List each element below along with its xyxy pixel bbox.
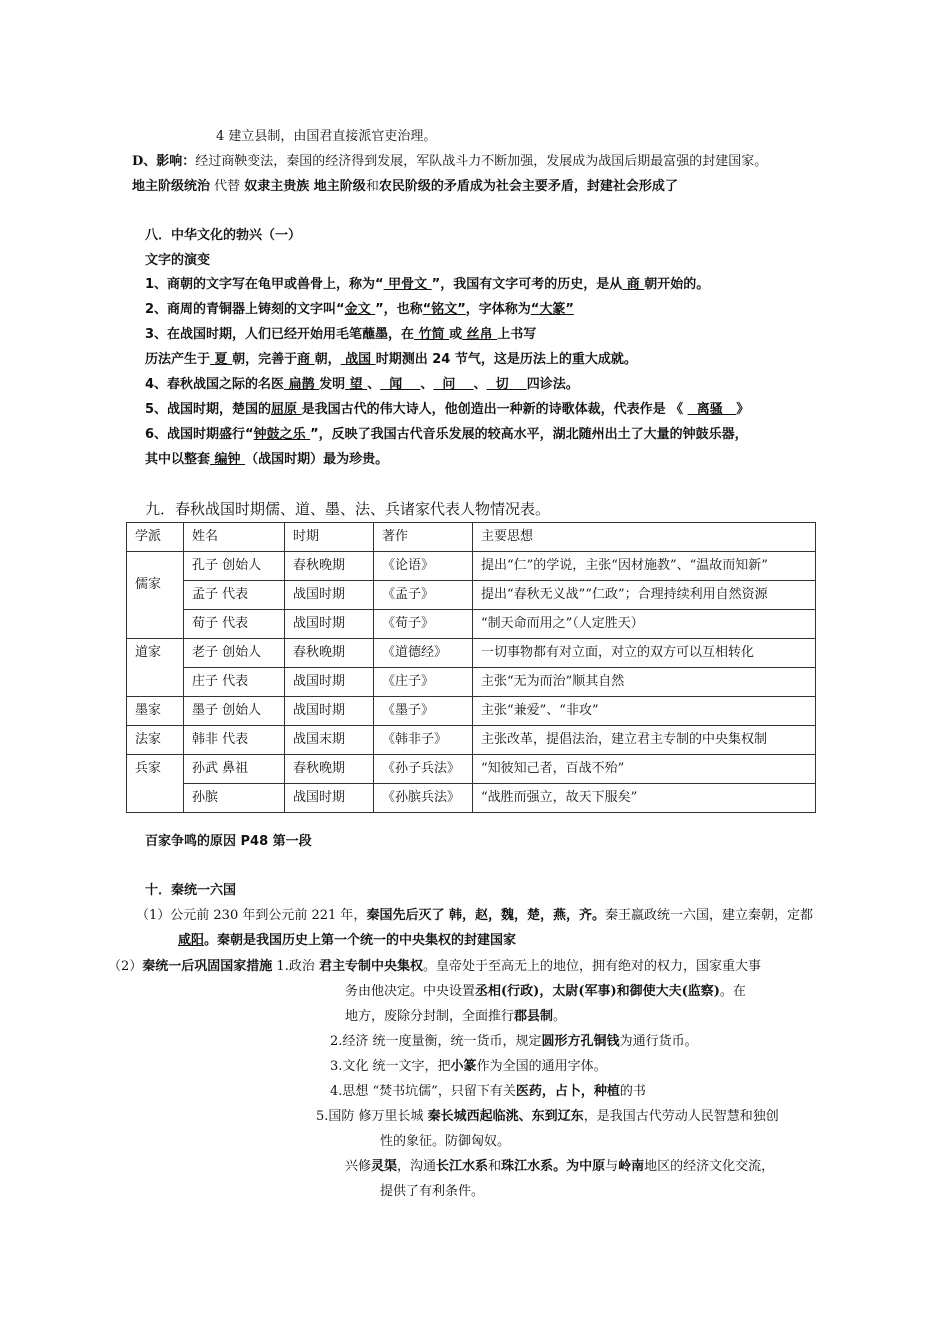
table-cell: 战国时期 — [285, 697, 374, 726]
table-cell: 《韩非子》 — [374, 726, 473, 755]
unification-point-1-cont — [178, 932, 516, 950]
text-part: 历法产生于 — [145, 352, 211, 367]
table-cell: 韩非 代表 — [184, 726, 285, 755]
measures-defense — [316, 1108, 779, 1126]
text-part: 四诊法。 — [526, 377, 579, 392]
text-part: ”，也称 — [375, 302, 423, 317]
table-cell: 一切事物都有对立面，对立的双方可以互相转化 — [473, 639, 816, 668]
text-part: 5、战国时期，楚国的 — [145, 402, 272, 417]
section-9-heading: 九．春秋战国时期儒、道、墨、法、兵诸家代表人物情况表。 — [145, 500, 551, 518]
text-part: ”，我国有文字可考的历史，是从 — [431, 277, 623, 292]
table-cell: 孙武 鼻祖 — [184, 755, 285, 784]
school-cell: 道家 — [127, 639, 184, 697]
text-part: ，是我国古代劳动人民智慧和独创 — [583, 1109, 779, 1124]
table-row — [127, 697, 816, 726]
table-cell: 主张“兼爱”、“非攻” — [473, 697, 816, 726]
answer-blank: “铭文” — [422, 302, 466, 317]
answer-blank: 钟鼓之乐 — [253, 427, 311, 442]
capital-name: 咸阳 — [178, 933, 205, 948]
text-part: 君主专制中央集权 — [318, 959, 423, 974]
table-cell: 《孙子兵法》 — [374, 755, 473, 784]
table-cell: 战国时期 — [285, 668, 374, 697]
table-cell: 《庄子》 — [374, 668, 473, 697]
text-part: 6、战国时期盛行“ — [145, 427, 254, 442]
schools-table — [126, 522, 816, 813]
text-part: 农民阶级的矛盾成为社会主要矛盾，封建社会形成了 — [378, 179, 678, 194]
table-row — [127, 755, 816, 784]
text-part: 、 — [420, 377, 434, 392]
table-cell: 庄子 代表 — [184, 668, 285, 697]
table-row — [127, 610, 816, 639]
school-cell: 法家 — [127, 726, 184, 755]
table-row — [127, 552, 816, 581]
text-part: 》 — [736, 402, 750, 417]
table-header-row — [127, 523, 816, 552]
text-part: 医药，占卜，种植 — [515, 1084, 620, 1099]
answer-blank: 问 — [433, 377, 474, 392]
answer-blank: 丝帛 — [462, 327, 498, 342]
question-6-cont — [145, 451, 388, 469]
text-part: 其中以整套 — [145, 452, 211, 467]
table-row — [127, 668, 816, 697]
question-2 — [145, 301, 574, 319]
measures-politics-cont-1 — [345, 983, 746, 1001]
text-part: 珠江水系 — [501, 1159, 554, 1174]
table-cell: 《道德经》 — [374, 639, 473, 668]
table-cell: 战国末期 — [285, 726, 374, 755]
table-cell: “制天命而用之”（人定胜天） — [473, 610, 816, 639]
unification-point-1 — [136, 907, 813, 925]
text-part: 兴修 — [345, 1159, 372, 1174]
measures-politics — [108, 958, 761, 976]
text-part: 秦国先后灭了 韩，赵，魏，楚，燕，齐。 — [366, 908, 605, 923]
school-cell: 兵家 — [127, 755, 184, 813]
text-part: 秦长城西起临洮、东到辽东 — [427, 1109, 584, 1124]
text-part: 。 — [553, 1009, 567, 1024]
table-cell: “知彼知己者，百战不殆” — [473, 755, 816, 784]
text-part: 圆形方孔铜钱 — [541, 1034, 620, 1049]
question-3 — [145, 326, 536, 344]
answer-blank: 商 — [622, 277, 645, 292]
impact-label: D、影响： — [132, 154, 196, 169]
header-cell: 姓名 — [184, 523, 285, 552]
text-part: 4、春秋战国之际的名医 — [145, 377, 285, 392]
text-part: 朝，完善于 — [232, 352, 298, 367]
table-cell: 《孙膑兵法》 — [374, 784, 473, 813]
text-part: 的书 — [619, 1084, 646, 1099]
text-part: ”，反映了我国古代音乐发展的较高水平，湖北随州出土了大量的钟鼓乐器， — [310, 427, 748, 442]
text-part: ，沟通 — [397, 1159, 437, 1174]
school-cell: 儒家 — [127, 552, 184, 639]
answer-blank: “大篆” — [530, 302, 574, 317]
section-10-heading: 十．秦统一六国 — [145, 883, 237, 898]
answer-blank: 商 — [297, 352, 315, 367]
header-cell: 时期 — [285, 523, 374, 552]
impact-text: 经过商鞅变法，秦国的经济得到发展，军队战斗力不断加强，发展成为战国后期最富强的封建国家。 — [195, 154, 768, 169]
answer-blank: 竹简 — [414, 327, 450, 342]
text-part: 长江水系 — [436, 1159, 489, 1174]
text-part: 4.思想 “焚书坑儒”，只留下有关 — [330, 1084, 516, 1099]
table-row — [127, 639, 816, 668]
text-part: 1、商朝的文字写在龟甲或兽骨上，称为“ — [145, 277, 384, 292]
text-part: （2） — [108, 959, 143, 974]
table-cell: 《孟子》 — [374, 581, 473, 610]
text-part: 朝， — [314, 352, 341, 367]
table-cell: 孟子 代表 — [184, 581, 285, 610]
text-part: （战国时期）最为珍贵。 — [245, 452, 389, 467]
text-part: 时期测出 24 节气，这是历法上的重大成就。 — [375, 352, 637, 367]
text-part: 1.政治 — [272, 959, 319, 974]
reform-item-4: 4 建立县制，由国君直接派官吏治理。 — [216, 129, 437, 144]
table-row — [127, 784, 816, 813]
answer-blank: 闻 — [380, 377, 421, 392]
measures-politics-cont-2 — [345, 1008, 566, 1026]
society-transition — [132, 178, 678, 196]
table-row — [127, 581, 816, 610]
text-part: 2.经济 统一度量衡，统一货币，规定 — [330, 1034, 542, 1049]
text-part: 上书写 — [497, 327, 537, 342]
lingqu-canal — [345, 1158, 774, 1176]
table-cell: 墨子 创始人 — [184, 697, 285, 726]
header-cell: 著作 — [374, 523, 473, 552]
text-part: 中原 — [579, 1159, 606, 1174]
question-calendar — [145, 351, 637, 369]
table-cell: 战国时期 — [285, 784, 374, 813]
measures-defense-cont: 性的象征。防御匈奴。 — [380, 1134, 511, 1149]
text-part: 或 — [449, 327, 463, 342]
lingqu-canal-cont: 提供了有利条件。 — [380, 1184, 485, 1199]
text-part: 地主阶级统治 — [132, 179, 211, 194]
table-cell: “战胜而强立，故天下服矣” — [473, 784, 816, 813]
text-part: 是我国古代的伟大诗人，他创造出一种新的诗歌体裁，代表作是 《 — [301, 402, 688, 417]
header-cell: 主要思想 — [473, 523, 816, 552]
table-cell: 《荀子》 — [374, 610, 473, 639]
reform-impact — [132, 153, 767, 171]
table-row — [127, 726, 816, 755]
text-part: 、 — [367, 377, 381, 392]
table-cell: 战国时期 — [285, 610, 374, 639]
table-cell: 荀子 代表 — [184, 610, 285, 639]
text-part: 。秦朝是我国历史上第一个统一的中央集权的封建国家 — [204, 933, 517, 948]
table-cell: 提出“春秋无义战”“仁政”；合理持续利用自然资源 — [473, 581, 816, 610]
text-part: 地方，废除分封制，全面推行 — [345, 1009, 515, 1024]
text-part: 。在 — [719, 984, 746, 999]
answer-blank: 金文 — [344, 302, 376, 317]
answer-blank: 甲骨文 — [383, 277, 432, 292]
text-part: 务由他决定。中央设置 — [345, 984, 476, 999]
header-cell: 学派 — [127, 523, 184, 552]
school-cell: 墨家 — [127, 697, 184, 726]
section-8-heading: 八．中华文化的勃兴（一） — [145, 228, 302, 243]
question-4 — [145, 376, 579, 394]
answer-blank: 战国 — [340, 352, 376, 367]
question-1 — [145, 276, 709, 294]
text-part: 和 — [488, 1159, 502, 1174]
text-part: （1）公元前 230 年到公元前 221 年， — [136, 908, 367, 923]
text-part: 秦王嬴政统一六国，建立秦朝，定都 — [604, 908, 813, 923]
text-part: 小篆 — [450, 1059, 477, 1074]
table-cell: 孔子 创始人 — [184, 552, 285, 581]
text-part: 朝开始的。 — [644, 277, 710, 292]
section-8-subheading: 文字的演变 — [145, 253, 211, 268]
text-part: 灵渠 — [371, 1159, 398, 1174]
text-part: 代替 — [210, 179, 245, 194]
answer-blank: 扁鹊 — [284, 377, 320, 392]
text-part: 3、在战国时期，人们已经开始用毛笔蘸墨，在 — [145, 327, 415, 342]
text-part: 奴隶主贵族 地主阶级 — [244, 179, 366, 194]
table-cell: 春秋晚期 — [285, 755, 374, 784]
table-cell: 提出“仁”的学说，主张“因材施教”、“温故而知新” — [473, 552, 816, 581]
table-cell: 老子 创始人 — [184, 639, 285, 668]
answer-blank: 编钟 — [210, 452, 246, 467]
text-part: 和 — [365, 179, 379, 194]
text-part: 。皇帝处于至高无上的地位，拥有绝对的权力，国家重大事 — [422, 959, 761, 974]
answer-blank: 切 — [486, 377, 527, 392]
measures-thought — [330, 1083, 646, 1101]
measures-culture — [330, 1058, 607, 1076]
answer-blank: 屈原 — [271, 402, 302, 417]
text-part: ，字体称为 — [465, 302, 531, 317]
text-part: 3.文化 统一文字，把 — [330, 1059, 451, 1074]
text-part: 5.国防 修万里长城 — [316, 1109, 428, 1124]
answer-blank: 离骚 — [687, 402, 737, 417]
question-5 — [145, 401, 749, 419]
text-part: 与 — [605, 1159, 619, 1174]
table-cell: 春秋晚期 — [285, 552, 374, 581]
text-part: 郡县制 — [514, 1009, 554, 1024]
text-part: 岭南 — [618, 1159, 645, 1174]
table-cell: 战国时期 — [285, 581, 374, 610]
table-cell: 主张“无为而治”顺其自然 — [473, 668, 816, 697]
text-part: 丞相(行政)，太尉(军事)和御使大夫(监察) — [475, 984, 720, 999]
table-cell: 春秋晚期 — [285, 639, 374, 668]
text-part: 为通行货币。 — [619, 1034, 698, 1049]
table-cell: 孙膑 — [184, 784, 285, 813]
table-cell: 《论语》 — [374, 552, 473, 581]
text-part: 。为 — [553, 1159, 580, 1174]
measures-label: 秦统一后巩固国家措施 — [142, 959, 273, 974]
text-part: 、 — [473, 377, 487, 392]
text-part: 发明 — [319, 377, 346, 392]
text-part: 2、商周的青铜器上铸刻的文字叫“ — [145, 302, 345, 317]
measures-economy — [330, 1033, 698, 1051]
question-6 — [145, 426, 748, 444]
answer-blank: 夏 — [210, 352, 233, 367]
text-part: 作为全国的通用字体。 — [476, 1059, 607, 1074]
text-part: 地区的经济文化交流， — [644, 1159, 775, 1174]
hundred-schools-note: 百家争鸣的原因 P48 第一段 — [145, 834, 312, 849]
table-cell: 《墨子》 — [374, 697, 473, 726]
table-cell: 主张改革，提倡法治，建立君主专制的中央集权制 — [473, 726, 816, 755]
answer-blank: 望 — [345, 377, 368, 392]
